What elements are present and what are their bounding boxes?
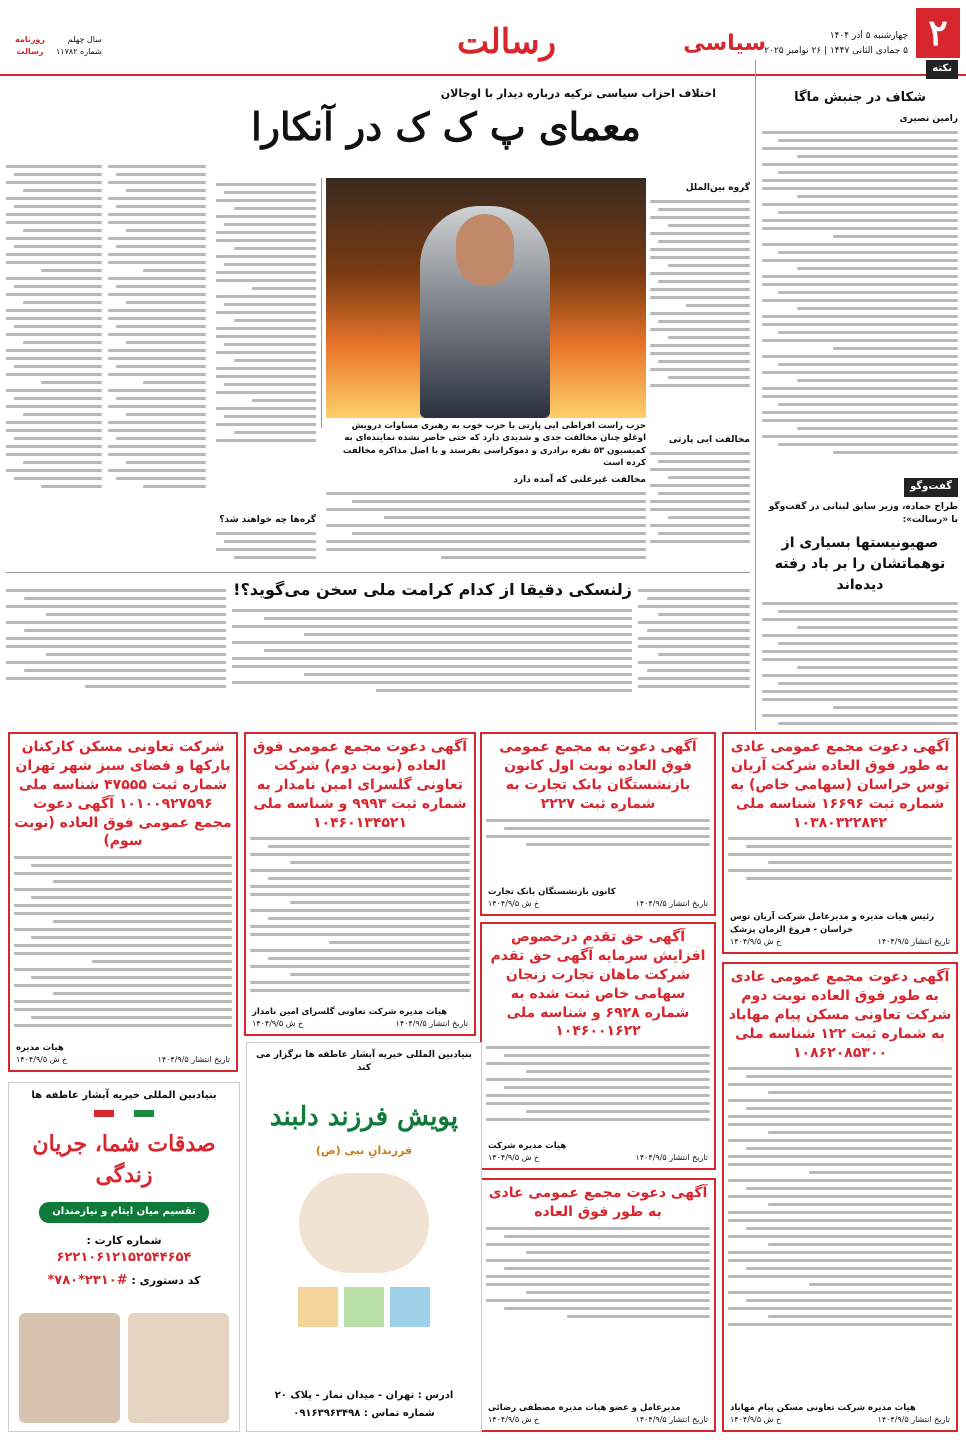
nokteh-title: شکاف در جنبش ماگا [794, 89, 926, 105]
ad-footer [488, 1152, 708, 1164]
issue-year: سال چهلم [67, 35, 102, 44]
ad-title: آگهی دعوت مجمع عمومی عادی به طور فوق العاده شرکت آریان توس خراسان (سهامی خاص) به شماره ثبت ۱۶۶۹۶ شناسه ملی ۱۰۳۸۰۳۲۲۸۴۲ [730, 739, 950, 831]
ad-adi [480, 1178, 716, 1432]
pooyesh-address: ادرس : تهران - میدان نماز - پلاک ۲۰ [274, 1389, 454, 1401]
story-kicker: اختلاف احزاب سیاسی ترکیه درباره دیدار با اوجالان [440, 87, 716, 100]
goftogoo-column [762, 478, 958, 728]
nokteh-body [762, 131, 958, 454]
story-column-3b [216, 510, 316, 570]
column-rule [755, 60, 756, 730]
product-icon [390, 1287, 430, 1327]
ad-code: خ ش ۱۴۰۴/۹/۵ [16, 1055, 68, 1065]
story-divider [6, 572, 750, 573]
ad-sign: رئیس هیات مدیره و مدیرعامل شرکت آریان توس خراسان - فروغ الزمان پزشک [730, 912, 935, 935]
charity-images [19, 1313, 229, 1423]
baby-image [299, 1173, 429, 1273]
ad-code: خ ش ۱۴۰۴/۹/۵ [488, 899, 540, 909]
charity-sub: تقسیم میان ایتام و نیازمندان [39, 1202, 209, 1223]
story2-columns [232, 604, 632, 720]
ad-aryan-toos [722, 732, 958, 954]
photo-caption: حزب راست افراطی ایی پارتی با حزب خوب به رهبری مساوات درویش اوغلو چنان مخالفت جدی و شدیدی دارد که حتی حاضر نشده نماینده‌ای به کمیسیون ۵۳ نفره برادری و دموکراسی بفرستد و با اصل مذاکره مخالفت کرده است [342, 421, 646, 468]
ad-footer [16, 1054, 230, 1066]
charity-header: بنیادبین المللی خیریه آبشار عاطفه ها [31, 1090, 217, 1101]
ad-footer [488, 898, 708, 910]
pooyesh-sub: فرزندانِ نبی (ص) [315, 1143, 413, 1157]
photo-face [456, 214, 514, 286]
crosshead-2: مخالفت غیرعلنی که آمده دارد [513, 475, 646, 485]
product-icon [344, 1287, 384, 1327]
ad-date: تاریخ انتشار ۱۴۰۴/۹/۵ [395, 1019, 468, 1029]
story-lower-columns [326, 470, 646, 570]
goftogoo-lead: طراح حماده، وزیر سابق لبنانی در گفت‌وگو با «رسالت»: [768, 501, 958, 525]
ad-mahan [480, 922, 716, 1170]
ad-sign: کانون بازنشستگان بانک تجارت [488, 886, 616, 897]
story-photo [326, 178, 646, 418]
ad-sign: هیات مدیره شرکت [488, 1140, 567, 1151]
ad-code: خ ش ۱۴۰۴/۹/۵ [730, 937, 782, 947]
ad-charity [8, 1082, 240, 1432]
nokteh-tag: نکته [926, 60, 958, 79]
story-intro-column [650, 178, 750, 418]
date-solar: چهارشنبه ۵ آذر ۱۴۰۴ [829, 31, 908, 41]
ad-pooyesh [246, 1042, 482, 1432]
crosshead-3: گره‌ها چه خواهند شد؟ [219, 515, 316, 525]
ad-footer [730, 1414, 950, 1426]
mini-logo: روزنامه رسالت [15, 35, 45, 56]
gift-image [128, 1313, 229, 1423]
ad-code: خ ش ۱۴۰۴/۹/۵ [488, 1415, 540, 1425]
crosshead-1: مخالفت ایی پارتی [668, 435, 750, 445]
ad-code: خ ش ۱۴۰۴/۹/۵ [730, 1415, 782, 1425]
flag-icon [94, 1110, 154, 1117]
nokteh-column [762, 60, 958, 465]
brand-logo: رسالت [456, 22, 556, 62]
account-number: ۶۲۲۱۰۶۱۲۱۵۲۵۴۴۶۵۴ [56, 1249, 192, 1265]
product-row [247, 1287, 481, 1327]
ad-date: تاریخ انتشار ۱۴۰۴/۹/۵ [635, 899, 708, 909]
issue-info [56, 34, 102, 57]
goftogoo-title: صهیونیستها بسیاری از توهماتشان را بر باد رفته دیده‌اند [774, 534, 946, 593]
goftogoo-tag: گفت‌وگو [904, 478, 958, 497]
story2-column-1 [638, 584, 750, 720]
ad-golsarai [244, 732, 476, 1036]
ad-date: تاریخ انتشار ۱۴۰۴/۹/۵ [877, 937, 950, 947]
product-icon [298, 1287, 338, 1327]
code-label: کد دستوری : [131, 1273, 201, 1287]
ad-maskan [8, 732, 238, 1072]
pooyesh-header: بنیادبین المللی خیریه آبشار عاطفه ها برگزار می کند [256, 1050, 472, 1074]
ussd-code: #۲۳۱۰*۷۸۰* [47, 1272, 128, 1288]
ad-date: تاریخ انتشار ۱۴۰۴/۹/۵ [635, 1153, 708, 1163]
gift-image [19, 1313, 120, 1423]
ad-payam [722, 962, 958, 1432]
ad-title: شرکت تعاونی مسکن کارکنان پارکها و فضای سبز شهر تهران شماره ثبت ۴۷۵۵۵ شناسه ملی ۱۰۱۰۰۹۲۷۵۹۶ آگهی دعوت مجمع عمومی فوق العاده (نوبت سوم) [14, 739, 232, 850]
date-lunar-greg: ۵ جمادی الثانی ۱۴۴۷ | ۲۶ نوامبر ۲۰۲۵ [764, 46, 908, 56]
ad-kanoon [480, 732, 716, 916]
story-column-4 [108, 160, 206, 570]
ad-footer [488, 1414, 708, 1426]
ad-sign: هیات مدیره [16, 1042, 64, 1053]
nokteh-author: رامین نصیری [899, 114, 958, 125]
section-title: سیاسی [683, 31, 766, 56]
story-headline: معمای پ ک ک در آنکارا [251, 104, 641, 149]
story-section-label: گروه بین‌الملل [685, 183, 750, 193]
story-column-3 [216, 178, 316, 508]
story2-column-last [6, 584, 226, 720]
ad-title: آگهی حق تقدم درخصوص افزایش سرمایه آگهی حق تقدم شرکت ماهان تجارت زنجان سهامی خاص ثبت شده به شماره ۶۹۲۸ و شناسه ملی ۱۰۴۶۰۰۱۶۲۲ [490, 929, 706, 1040]
ad-title: آگهی دعوت مجمع عمومی عادی به طور فوق العاده نوبت دوم شرکت تعاونی مسکن پیام مهاباد به شماره ثبت ۱۲۲ شناسه ملی ۱۰۸۶۲۰۸۵۳۰۰ [728, 969, 952, 1061]
ad-footer [730, 936, 950, 948]
ad-title: آگهی دعوت به مجمع عمومی فوق العاده نوبت اول کانون بازنشستگان بانک تجارت به شماره ثبت ۲۲۲۷ [499, 739, 697, 812]
column-rule [321, 178, 322, 428]
ad-sign: هیات مدیره شرکت تعاونی مسکن پیام مهاباد [730, 1402, 916, 1413]
ad-title: آگهی دعوت مجمع عمومی عادی به طور فوق العاده [488, 1185, 708, 1220]
ad-date: تاریخ انتشار ۱۴۰۴/۹/۵ [635, 1415, 708, 1425]
pooyesh-title: پویش فرزند دلبند [269, 1102, 459, 1133]
story2-title: زلنسکی دقیقا از کدام کرامت ملی سخن می‌گوید؟! [233, 580, 632, 599]
ad-sign: مدیرعامل و عضو هیات مدیره مصطفی رضائی [488, 1402, 681, 1413]
pooyesh-phone: شماره تماس : ۰۹۱۶۳۹۶۳۴۹۸ [293, 1407, 435, 1419]
ad-code: خ ش ۱۴۰۴/۹/۵ [488, 1153, 540, 1163]
story-column-1b [650, 430, 750, 570]
page-number: ۲ [916, 8, 960, 58]
ad-date: تاریخ انتشار ۱۴۰۴/۹/۵ [157, 1055, 230, 1065]
ad-date: تاریخ انتشار ۱۴۰۴/۹/۵ [877, 1415, 950, 1425]
ad-footer [252, 1018, 468, 1030]
ad-sign: هیات مدیره شرکت تعاونی گلسرای امین نامدار [252, 1006, 448, 1017]
account-label: شماره کارت : [86, 1233, 162, 1247]
ad-code: خ ش ۱۴۰۴/۹/۵ [252, 1019, 304, 1029]
charity-slogan: صدقات شما، جریان زندگی [32, 1130, 216, 1189]
issue-number: شماره ۱۱۷۸۲ [56, 46, 102, 56]
ad-title: آگهی دعوت مجمع عمومی فوق العاده (نوبت دوم) شرکت تعاونی گلسرای امین نامدار به شماره ثبت ۹۹۹۳ و شناسه ملی ۱۰۴۶۰۱۳۴۵۲۱ [252, 739, 468, 831]
story-column-5 [6, 160, 102, 570]
